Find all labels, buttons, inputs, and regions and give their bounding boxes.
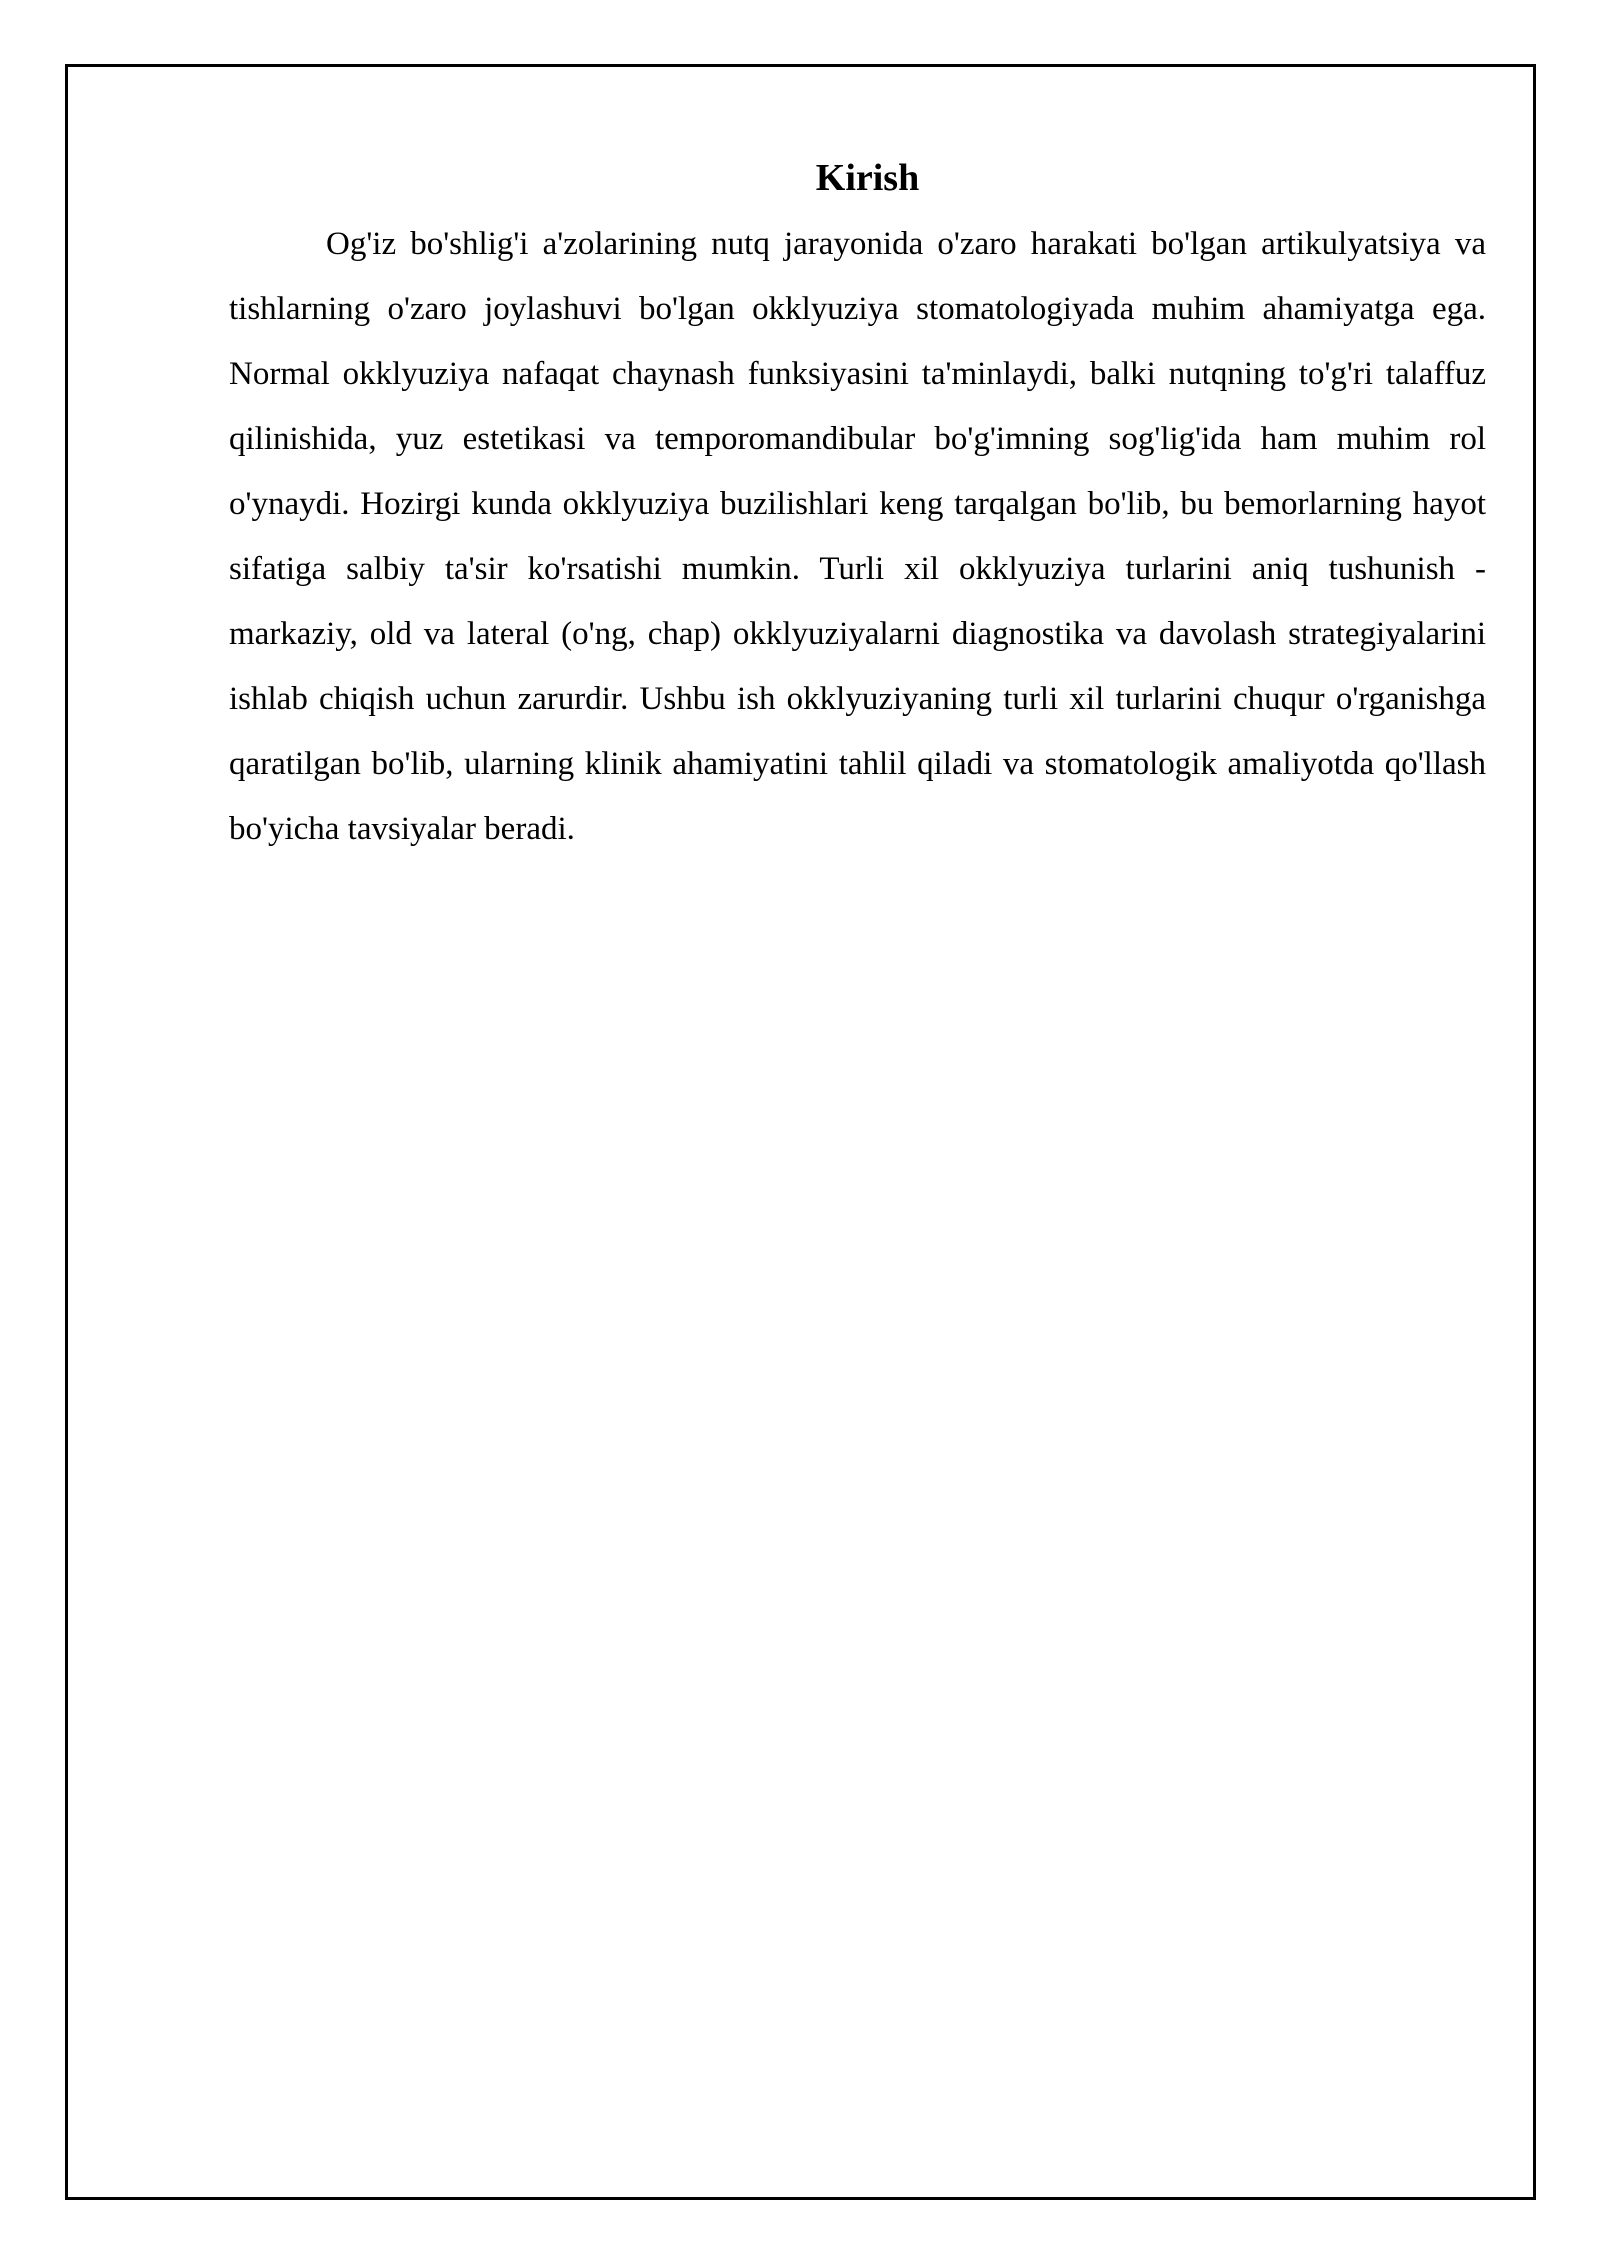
- intro-paragraph: Og'iz bo'shlig'i a'zolarining nutq jarayonida o'zaro harakati bo'lgan artikulyatsiya va tishlarning o'zaro joylashuvi bo'lgan okklyuziya stomatologiyada muhim ahamiyatga ega. Normal okklyuziya nafaqat chaynash funksiyasini ta'minlaydi, balki nutqning to'g'ri talaffuz qilinishida, yuz estetikasi va temporomandibular bo'g'imning sog'lig'ida ham muhim rol o'ynaydi. Hozirgi kunda okklyuziya buzilishlari keng tarqalgan bo'lib, bu bemorlarning hayot sifatiga salbiy ta'sir ko'rsatishi mumkin. Turli xil okklyuziya turlarini aniq tushunish - markaziy, old va lateral (o'ng, chap) okklyuziyalarni diagnostika va davolash strategiyalarini ishlab chiqish uchun zarurdir. Ushbu ish okklyuziyaning turli xil turlarini chuqur o'rganishga qaratilgan bo'lib, ularning klinik ahamiyatini tahlil qiladi va stomatologik amaliyotda qo'llash bo'yicha tavsiyalar beradi.: [229, 226, 1486, 847]
- page-title: Kirish: [815, 157, 920, 199]
- page-content: [229, 148, 1486, 862]
